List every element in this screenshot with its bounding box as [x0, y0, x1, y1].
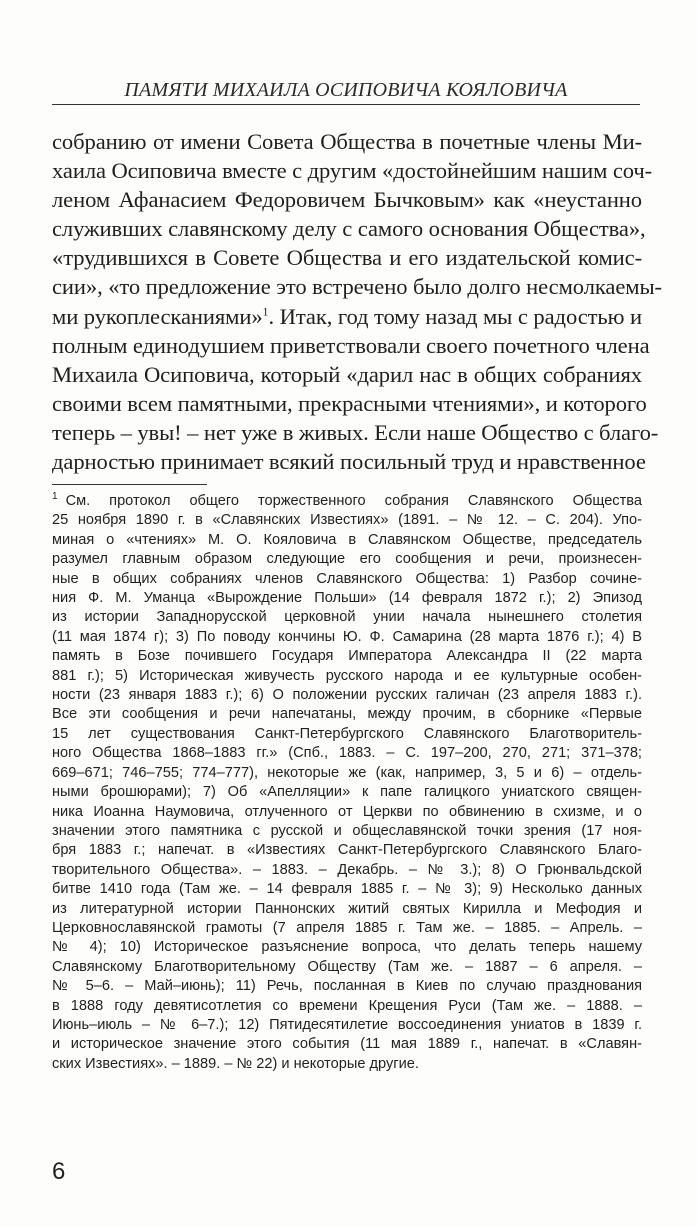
body-line-with-footnote [52, 302, 642, 331]
footnote-line: и историческое значение этого события (11 мая 1889 г., напечат. в «Славян- [52, 1036, 642, 1053]
body-line: дарностью принимает всякий посильный труд и нравственное [52, 449, 646, 475]
footnote-line: в 1888 году девятисотлетия со времени Крещения Руси (Там же. – 1888. – [52, 997, 642, 1014]
body-line-part: ми рукоплесканиями» [52, 303, 263, 329]
footnote-separator [52, 484, 207, 485]
body-line: «трудившихся в Совете Общества и его издательской комис- [52, 245, 642, 271]
body-line: сии», «то предложение это встречено было долго несмолкаемы- [52, 274, 662, 300]
footnote-line-text: См. протокол общего торжественного собрания Славянского Общества [65, 493, 642, 509]
footnote-line: миная о «чтениях» М. О. Кояловича в Славянском Обществе, председатель [52, 531, 642, 548]
footnote-line: (11 мая 1874 г); 3) По поводу кончины Ю. Ф. Самарина (28 марта 1876 г.); 4) В [52, 628, 642, 645]
footnote-line: Все эти сообщения и речи напечатаны, между прочим, в сборнике «Первые [52, 706, 642, 723]
footnote-line: творительного Общества». – 1883. – Декабрь. – № 3.); 8) О Грюнвальдской [52, 861, 642, 878]
footnote-line: ные в общих собраниях членов Славянского Общества: 1) Разбор сочине- [52, 570, 642, 587]
footnote-reference[interactable]: 1 [262, 304, 269, 319]
body-line: полным единодушием приветствовали своего почетного члена [52, 332, 650, 358]
footnote-line: 669–671; 746–755; 774–777), некоторые же (как, например, 3, 5 и 6) – отдель- [52, 764, 642, 781]
footnote-line: ния Ф. М. Уманца «Вырождение Польши» (14 февраля 1872 г.); 2) Эпизод [52, 590, 642, 607]
footnote-line: 25 ноября 1890 г. в «Славянских Известиях» (1891. – № 12. – С. 204). Упо- [52, 512, 642, 529]
body-line: теперь – увы! – нет уже в живых. Если наше Общество с благо- [52, 419, 659, 445]
body-line: хаила Осиповича вместе с другим «достойнейшим нашим соч- [52, 158, 653, 184]
footnote-line: битве 1410 года (Там же. – 14 февраля 1885 г. – № 3); 9) Несколько данных [52, 881, 642, 898]
body-text [52, 127, 662, 476]
footnote-line: 881 г.); 5) Историческая живучесть русского народа и ее культурные особен- [52, 667, 642, 684]
footnote-line: 15 лет существования Санкт-Петербургского Славянского Благотворитель- [52, 725, 642, 742]
page-number: 6 [52, 1158, 66, 1185]
body-line: своими всем памятными, прекрасными чтениями», и которого [52, 390, 647, 416]
footnote [52, 492, 642, 1074]
footnote-line: бря 1883 г.; напечат. в «Известиях Санкт-Петербургского Славянского Благо- [52, 842, 642, 859]
footnote-line: Церковнославянской грамоты (7 апреля 1885 г. Там же. – 1885. – Апрель. – [52, 919, 642, 936]
footnote-marker: 1 [52, 491, 58, 503]
footnote-line: ских Известиях». – 1889. – № 22) и некоторые другие. [52, 1055, 419, 1072]
body-line: Михаила Осиповича, который «дарил нас в общих собраниях [52, 361, 642, 387]
footnote-line: из литературной истории Паннонских житий святых Кирилла и Мефодия и [52, 900, 642, 917]
footnote-line: ного Общества 1868–1883 гг.» (Спб., 1883. – С. 197–200, 270, 271; 371–378; [52, 745, 642, 762]
footnote-line: из истории Западнорусской церковной унии начала нынешнего столетия [52, 609, 642, 626]
body-line: собранию от имени Совета Общества в почетные члены Ми- [52, 129, 642, 154]
footnote-line: Июнь–июль – № 6–7.); 12) Пятидесятилетие воссоединения униатов в 1839 г. [52, 1016, 642, 1033]
footnote-line: ности (23 января 1883 г.); 6) О положении русских галичан (23 апреля 1883 г.). [52, 687, 642, 704]
body-line: леном Афанасием Федоровичем Бычковым» как «неустанно [52, 187, 642, 213]
footnote-line: память в Бозе почившего Государя Императора Александра II (22 марта [52, 648, 642, 665]
footnote-line: ника Иоанна Наумовича, отлученного от Церкви по обвинению в схизме, и о [52, 803, 642, 820]
footnote-line: № 4); 10) Историческое разъяснение вопроса, что делать теперь нашему [52, 939, 642, 956]
footnote-line: ными брошюрами); 7) Об «Апелляции» к папе галицкого униатского священ- [52, 784, 642, 801]
body-line: служивших славянскому делу с самого основания Общества», [52, 216, 646, 242]
footnote-line: значении этого памятника с русской и общеславянской точки зрения (17 ноя- [52, 822, 642, 839]
body-line-part: . Итак, год тому назад мы с радостью и [268, 303, 643, 329]
footnote-line [52, 492, 642, 511]
footnote-line: разумел главным образом следующие его сообщения и речи, произнесен- [52, 551, 642, 568]
footnote-line: Славянскому Благотворительному Обществу (Там же. – 1887 – 6 апреля. – [52, 958, 642, 975]
running-header: ПАМЯТИ МИХАИЛА ОСИПОВИЧА КОЯЛОВИЧА [52, 78, 640, 105]
footnote-line: № 5–6. – Май–июнь); 11) Речь, посланная в Киев по случаю празднования [52, 978, 642, 995]
